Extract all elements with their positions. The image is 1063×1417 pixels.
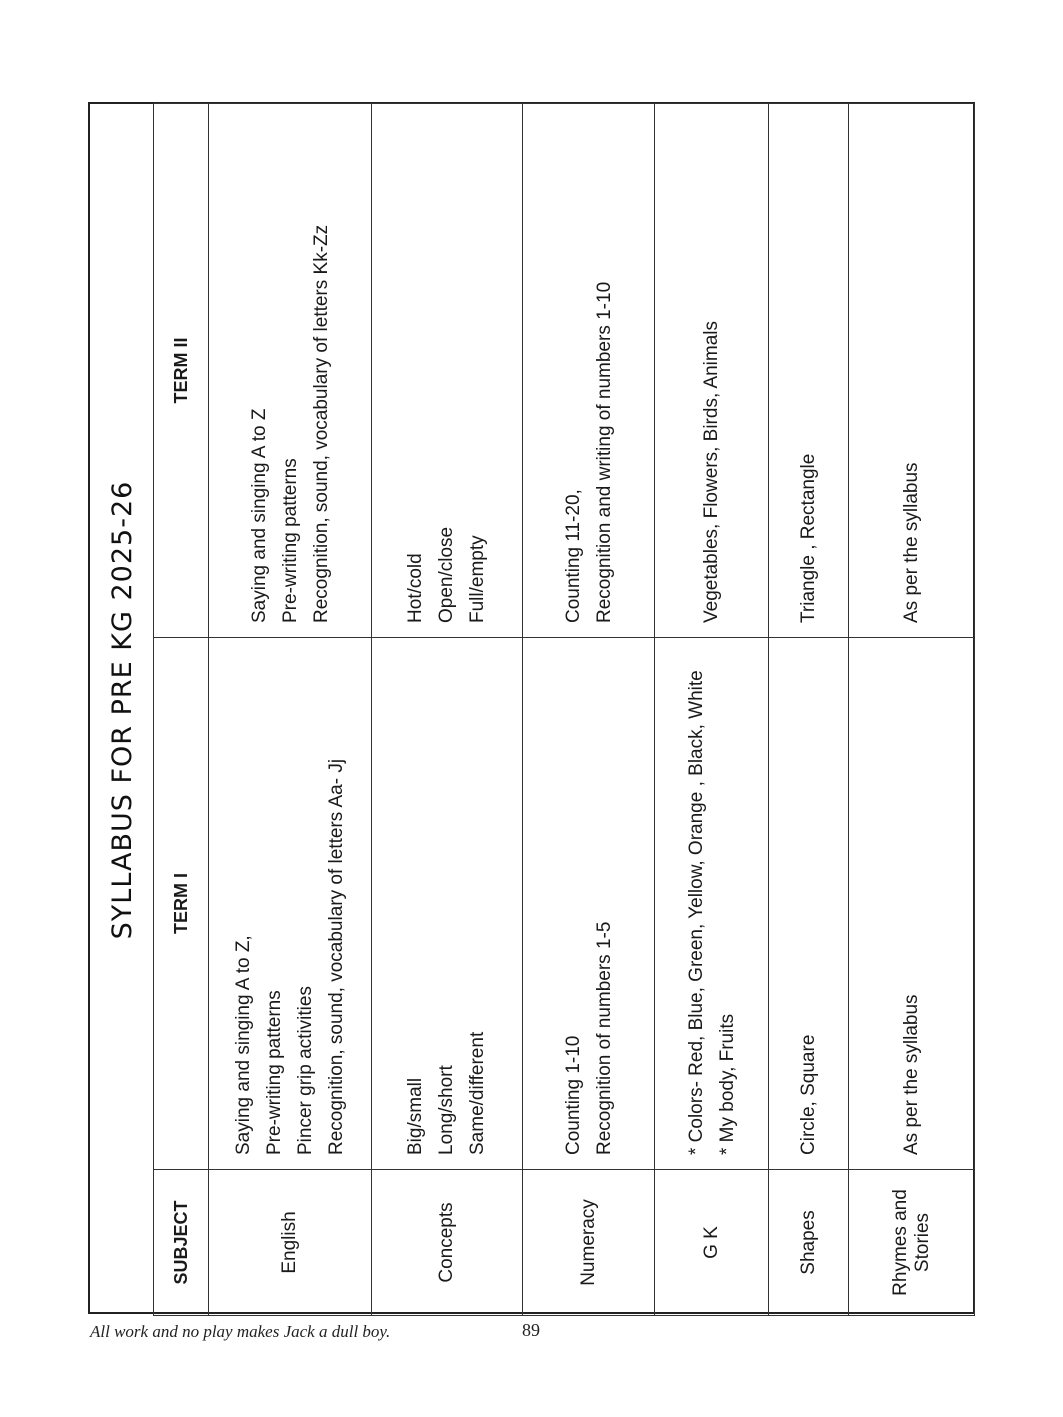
page-number: 89 [522,1320,540,1340]
table-row [209,104,372,1316]
header-row [154,104,209,1316]
cell-line: Open/close [436,526,458,623]
cell-term1 [372,638,523,1170]
cell-line: As per the syllabus [901,462,923,623]
syllabus-table [153,103,975,1316]
cell-line: * Colors- Red, Blue, Green, Yellow, Orange , Black, White [685,670,707,1155]
cell-line: Recognition of numbers 1-5 [593,921,615,1155]
cell-line: Same/different [467,1031,489,1155]
table-row [655,104,769,1316]
cell-line: Long/short [436,1065,458,1155]
header-subject: SUBJECT [154,1170,209,1316]
cell-line: Recognition, sound, vocabulary of letters Aa- Jj [326,758,348,1155]
cell-subject [522,1170,655,1316]
cell-term2 [655,104,769,638]
cell-line: Full/empty [467,535,489,623]
cell-line: Stories [911,1212,933,1273]
cell-subject [655,1170,769,1316]
cell-term2 [372,104,523,638]
cell-term2 [768,104,848,638]
cell-line: * My body, Fruits [716,1013,738,1155]
rotated-page-content [90,102,977,1314]
header-term1: TERM I [154,638,209,1170]
cell-line: Hot/cold [405,553,427,623]
cell-line: Vegetables, Flowers, Birds, Animals [701,320,723,623]
cell-line: As per the syllabus [901,994,923,1155]
cell-line: Concepts [435,1202,457,1283]
cell-line: Pincer grip activities [295,986,317,1155]
cell-line: G K [700,1226,722,1259]
cell-line: Pre-writing patterns [279,458,301,623]
table-row [768,104,848,1316]
cell-term1 [768,638,848,1170]
cell-line: Recognition and writing of numbers 1-10 [593,281,615,623]
cell-line: Saying and singing A to Z [248,408,270,623]
cell-line: Triangle , Rectangle [798,453,820,623]
cell-subject [209,1170,372,1316]
cell-line: Rhymes and [889,1189,911,1296]
cell-term1 [522,638,655,1170]
cell-line: Saying and singing A to Z, [233,935,255,1155]
cell-line: Counting 1-10 [562,1035,584,1155]
cell-line: English [279,1211,301,1274]
cell-subject [372,1170,523,1316]
cell-term1 [655,638,769,1170]
cell-line: Circle, Square [798,1034,820,1155]
cell-term2 [209,104,372,638]
cell-subject [849,1170,975,1316]
page-title: SYLLABUS FOR PRE KG 2025-26 [106,480,138,940]
cell-line: Numeracy [577,1199,599,1286]
cell-term1 [849,638,975,1170]
syllabus-frame [88,102,975,1314]
cell-term2 [849,104,975,638]
table-row [522,104,655,1316]
cell-term1 [209,638,372,1170]
cell-line: Recognition, sound, vocabulary of letters Kk-Zz [310,224,332,623]
cell-term2 [522,104,655,638]
table-row [849,104,975,1316]
header-term2: TERM II [154,104,209,638]
table-row [372,104,523,1316]
cell-line: Pre-writing patterns [264,990,286,1155]
cell-line: Counting 11-20, [562,489,584,623]
cell-line: Shapes [797,1210,819,1275]
footer-quote: All work and no play makes Jack a dull boy. [90,1322,391,1341]
cell-line: Big/small [405,1077,427,1155]
syllabus-table-body [154,104,975,1316]
cell-subject [768,1170,848,1316]
